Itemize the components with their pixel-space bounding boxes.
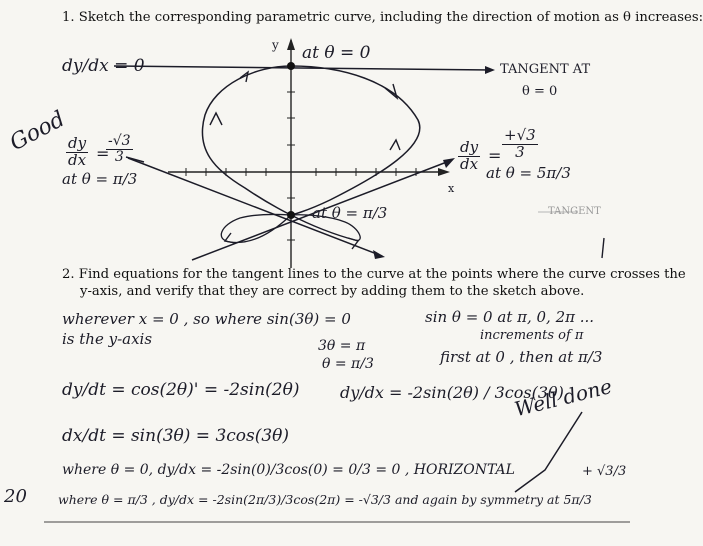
problem2-number: 2. — [62, 267, 75, 282]
problem1-text: Sketch the corresponding parametric curve, including the direction of motion as θ increases: — [78, 10, 703, 25]
left-slope-val-den: 3 — [114, 148, 124, 165]
tangent-at-top-label: TANGENT AT — [500, 62, 591, 77]
faint-bleed-text: TANGENT — [548, 206, 601, 217]
right-slope-value — [502, 128, 538, 161]
work-where-zero: where θ = 0, dy/dx = -2sin(0)/3cos(0) = 0/3 = 0 , HORIZONTAL — [62, 462, 515, 478]
problem1-number: 1. — [62, 10, 75, 25]
right-slope-val-num: +√3 — [504, 126, 536, 144]
work-line2-right: increments of π — [480, 328, 584, 343]
tangent-at-top-label-2: θ = 0 — [522, 84, 558, 99]
right-slope-den: dx — [460, 154, 479, 173]
horizontal-tangent-arrow — [485, 66, 495, 74]
work-line3-right: first at 0 , then at π/3 — [440, 348, 603, 366]
curve-lower-left-lobe — [221, 214, 291, 242]
left-slope-derivative — [66, 136, 88, 169]
work-line1-left: wherever x = 0 , so where sin(3θ) = 0 — [62, 310, 351, 328]
work-where-pi3: where θ = π/3 , dy/dx = -2sin(2π/3)/3cos(2π) = -√3/3 and again by symmetry at 5π/3 — [58, 492, 592, 507]
problem2-line1 — [62, 267, 686, 282]
y-axis-arrow — [287, 38, 295, 50]
problem2-line2: y-axis, and verify that they are correct by adding them to the sketch above. — [80, 284, 585, 299]
score: 20 — [4, 486, 27, 507]
left-slope-den: dx — [68, 150, 87, 169]
bottom-point-note: at θ = π/3 — [312, 204, 388, 222]
right-at-label: at θ = 5π/3 — [486, 164, 571, 182]
bottom-point — [287, 211, 295, 219]
faint-mark — [602, 238, 604, 258]
work-line2-left: is the y-axis — [62, 330, 153, 348]
left-slope-value — [106, 134, 133, 164]
axis-x-label: x — [448, 182, 455, 195]
left-slope-num: dy — [68, 134, 87, 152]
right-slope-num: dy — [460, 138, 479, 156]
work-dy-dt: dy/dt = cos(2θ)' = -2sin(2θ) — [62, 380, 300, 400]
right-slope-eq: = — [488, 146, 502, 165]
x-axis-arrow — [438, 168, 450, 176]
check-mark — [515, 412, 582, 492]
top-point-note: at θ = 0 — [302, 43, 371, 63]
top-slope-label: dy/dx = 0 — [62, 56, 145, 76]
left-at-label: at θ = π/3 — [62, 170, 138, 188]
work-line3-mid: 3θ = π — [318, 338, 366, 354]
work-line1-right: sin θ = 0 at π, 0, 2π ... — [425, 308, 595, 326]
work-dx-dt: dx/dt = sin(3θ) = 3cos(3θ) — [62, 426, 290, 446]
work-line3-mid2: θ = π/3 — [322, 356, 374, 372]
left-slope-val-num: -√3 — [108, 133, 131, 149]
right-slope-val-den: 3 — [515, 142, 525, 161]
good-comment: Good — [6, 106, 70, 157]
left-slope-eq: = — [96, 144, 110, 163]
parametric-curve — [202, 66, 419, 215]
right-slope-derivative — [458, 140, 480, 173]
problem2-text1: Find equations for the tangent lines to the curve at the points where the curve crosses the — [78, 267, 686, 282]
top-point — [287, 62, 295, 70]
work-plus-root: + √3/3 — [582, 464, 627, 479]
work-well-done: Well done — [512, 373, 615, 422]
tangent-neg-arrow — [373, 250, 385, 259]
tangent-pos-arrow — [443, 158, 455, 168]
work-dy-dx: dy/dx = -2sin(2θ) / 3cos(3θ) — [340, 383, 564, 402]
axis-y-label: y — [272, 38, 279, 52]
